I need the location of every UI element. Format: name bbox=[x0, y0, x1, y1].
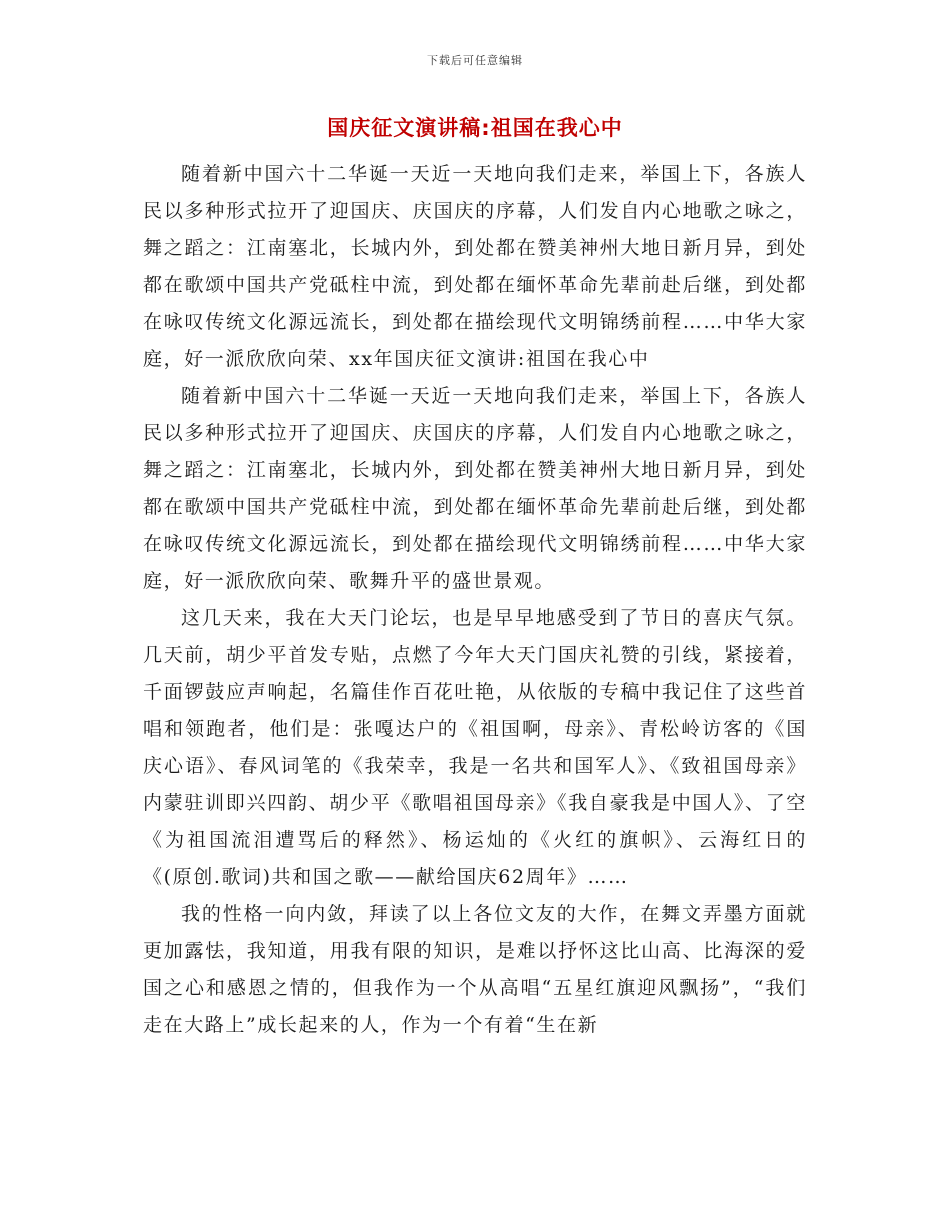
paragraph-1: 随着新中国六十二华诞一天近一天地向我们走来，举国上下，各族人民以多种形式拉开了迎国庆、庆国庆的序幕，人们发自内心地歌之咏之，舞之蹈之：江南塞北，长城内外，到处都在赞美神州大地日新月异，到处都在歌颂中国共产党砥柱中流，到处都在缅怀革命先辈前赴后继，到处都在咏叹传统文化源远流长，到处都在描绘现代文明锦绣前程……中华大家庭，好一派欣欣向荣、xx年国庆征文演讲:祖国在我心中 bbox=[143, 163, 807, 370]
paragraph-4: 我的性格一向内敛，拜读了以上各位文友的大作，在舞文弄墨方面就更加露怯，我知道，用我有限的知识，是难以抒怀这比山高、比海深的爱国之心和感恩之情的，但我作为一个从高唱“五星红旗迎风飘扬”，“我们走在大路上”成长起来的人，作为一个有着“生在新 bbox=[143, 903, 807, 1036]
paragraph-2: 随着新中国六十二华诞一天近一天地向我们走来，举国上下，各族人民以多种形式拉开了迎国庆、庆国庆的序幕，人们发自内心地歌之咏之，舞之蹈之：江南塞北，长城内外，到处都在赞美神州大地日新月异，到处都在歌颂中国共产党砥柱中流，到处都在缅怀革命先辈前赴后继，到处都在咏叹传统文化源远流长，到处都在描绘现代文明锦绣前程……中华大家庭，好一派欣欣向荣、歌舞升平的盛世景观。 bbox=[143, 385, 807, 592]
document-title: 国庆征文演讲稿:祖国在我心中 bbox=[327, 116, 623, 140]
document-body bbox=[143, 156, 807, 1044]
paragraph-3: 这几天来，我在大天门论坛，也是早早地感受到了节日的喜庆气氛。几天前，胡少平首发专贴，点燃了今年大天门国庆礼赞的引线，紧接着，千面锣鼓应声响起，名篇佳作百花吐艳，从依版的专稿中我记住了这些首唱和领跑者，他们是：张嘎达户的《祖国啊，母亲》、青松岭访客的《国庆心语》、春风词笔的《我荣幸，我是一名共和国军人》、《致祖国母亲》内蒙驻训即兴四韵、胡少平《歌唱祖国母亲》《我自豪我是中国人》、了空《为祖国流泪遭骂后的释然》、杨运灿的《火红的旗帜》、云海红日的《(原创.歌词)共和国之歌——献给国庆62周年》…… bbox=[143, 607, 807, 888]
page-header-note: 下载后可任意编辑 bbox=[427, 54, 523, 67]
